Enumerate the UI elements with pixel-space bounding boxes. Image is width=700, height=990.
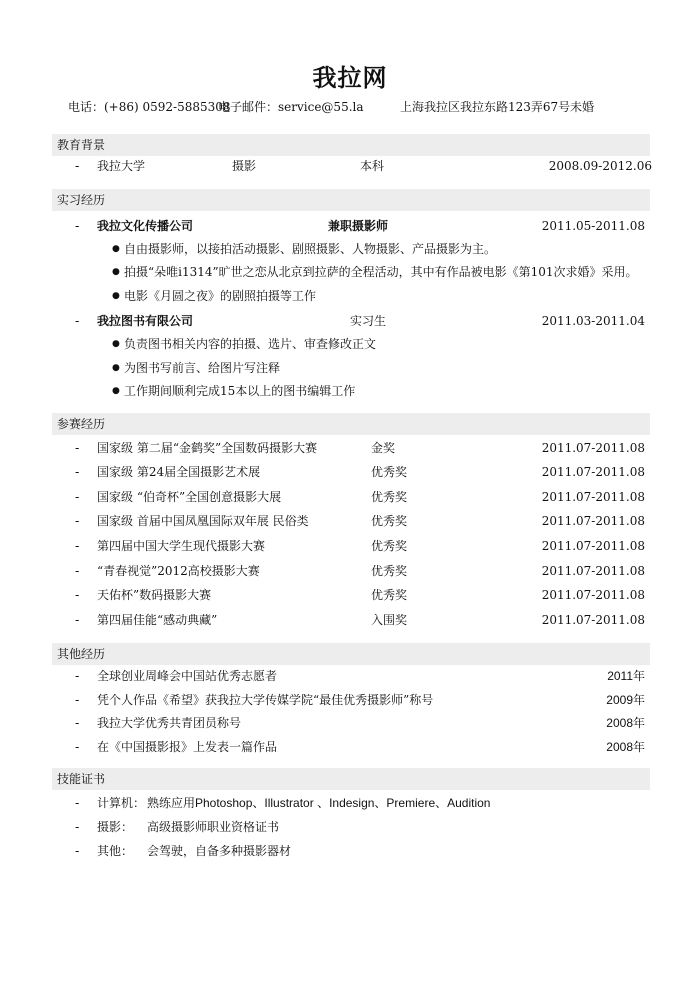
other-text: 我拉大学优秀共青团员称号 <box>97 716 242 730</box>
competition-award: 优秀奖 <box>371 490 408 504</box>
competition-name: “青春视觉”2012高校摄影大赛 <box>97 564 260 578</box>
other-row <box>0 713 700 733</box>
job-bullet <box>112 262 638 282</box>
education-date: 2008.09-2012.06 <box>548 159 652 173</box>
competition-name: 国家级 第二届“金鹤奖”全国数码摄影大赛 <box>97 441 318 455</box>
competition-date: 2011.07-2011.08 <box>541 539 645 553</box>
contact-phone: 电话：(+86) 0592-5885308 <box>68 100 231 114</box>
other-text: 在《中国摄影报》上发表一篇作品 <box>97 740 278 754</box>
skill-row <box>0 841 700 861</box>
competition-name: 国家级 首届中国凤凰国际双年展 民俗类 <box>97 514 309 528</box>
resume-name: 我拉网 <box>312 64 388 92</box>
competition-row <box>0 438 700 458</box>
bullet-text: 电影《月圆之夜》的剧照拍摄等工作 <box>124 289 317 303</box>
competition-award: 优秀奖 <box>371 514 408 528</box>
company-name: 我拉图书有限公司 <box>97 314 194 328</box>
competition-row <box>0 462 700 482</box>
competition-row <box>0 511 700 531</box>
competition-date: 2011.07-2011.08 <box>541 588 645 602</box>
job-bullet <box>112 334 376 354</box>
job-row <box>0 216 700 236</box>
section-internship-header: 实习经历 <box>52 189 650 211</box>
competition-row <box>0 536 700 556</box>
competition-row <box>0 610 700 630</box>
skill-label: 其他： <box>97 844 134 858</box>
other-year: 2008年 <box>606 716 645 730</box>
job-role: 兼职摄影师 <box>328 219 389 233</box>
skill-row <box>0 817 700 837</box>
list-dash: - <box>75 159 80 173</box>
bullet-dot-icon: ● <box>112 339 120 349</box>
competition-award: 优秀奖 <box>371 588 408 602</box>
competition-name: 国家级 “伯奇杯”全国创意摄影大展 <box>97 490 282 504</box>
list-dash: - <box>75 820 80 834</box>
skill-label: 计算机： <box>97 796 146 810</box>
competition-date: 2011.07-2011.08 <box>541 441 645 455</box>
other-year: 2008年 <box>606 740 645 754</box>
job-bullet <box>112 381 355 401</box>
competition-date: 2011.07-2011.08 <box>541 613 645 627</box>
skill-value: 会驾驶，自备多种摄影器材 <box>147 844 292 858</box>
section-competitions-header: 参赛经历 <box>52 413 650 435</box>
job-role: 实习生 <box>350 314 387 328</box>
other-year: 2009年 <box>606 693 645 707</box>
competition-name: 天佑杯”数码摄影大赛 <box>97 588 212 602</box>
list-dash: - <box>75 564 80 578</box>
list-dash: - <box>75 219 80 233</box>
list-dash: - <box>75 613 80 627</box>
job-row <box>0 311 700 331</box>
job-date: 2011.05-2011.08 <box>541 219 645 233</box>
list-dash: - <box>75 844 80 858</box>
skill-row <box>0 793 700 813</box>
skill-value: 熟练应用Photoshop、Illustrator 、Indesign、Premiere、Audition <box>147 796 491 810</box>
school-name: 我拉大学 <box>97 159 146 173</box>
list-dash: - <box>75 514 80 528</box>
marital-status: 未婚 <box>570 100 595 114</box>
competition-row <box>0 487 700 507</box>
competition-date: 2011.07-2011.08 <box>541 490 645 504</box>
list-dash: - <box>75 693 80 707</box>
major: 摄影 <box>232 159 257 173</box>
job-bullet <box>112 286 316 306</box>
education-item <box>0 156 700 176</box>
other-year: 2011年 <box>607 669 645 683</box>
competition-name: 第四届佳能“感动典藏” <box>97 613 218 627</box>
list-dash: - <box>75 441 80 455</box>
list-dash: - <box>75 716 80 730</box>
bullet-text: 为图书写前言、给图片写注释 <box>124 361 281 375</box>
skill-label: 摄影： <box>97 820 134 834</box>
list-dash: - <box>75 740 80 754</box>
bullet-dot-icon: ● <box>112 244 120 254</box>
competition-date: 2011.07-2011.08 <box>541 465 645 479</box>
degree: 本科 <box>360 159 385 173</box>
bullet-dot-icon: ● <box>112 386 120 396</box>
list-dash: - <box>75 490 80 504</box>
competition-name: 第四届中国大学生现代摄影大赛 <box>97 539 266 553</box>
bullet-text: 工作期间顺利完成15本以上的图书编辑工作 <box>124 384 356 398</box>
other-row <box>0 690 700 710</box>
section-skills-header: 技能证书 <box>52 768 650 790</box>
competition-date: 2011.07-2011.08 <box>541 514 645 528</box>
competition-date: 2011.07-2011.08 <box>541 564 645 578</box>
other-text: 全球创业周峰会中国站优秀志愿者 <box>97 669 278 683</box>
competition-row <box>0 561 700 581</box>
bullet-dot-icon: ● <box>112 363 120 373</box>
section-other-header: 其他经历 <box>52 643 650 665</box>
competition-row <box>0 585 700 605</box>
list-dash: - <box>75 314 80 328</box>
bullet-text: 自由摄影师，以接拍活动摄影、剧照摄影、人物摄影、产品摄影为主。 <box>124 242 497 256</box>
skill-value: 高级摄影师职业资格证书 <box>147 820 280 834</box>
competition-award: 入围奖 <box>371 613 408 627</box>
competition-award: 优秀奖 <box>371 465 408 479</box>
competition-award: 优秀奖 <box>371 539 408 553</box>
competition-award: 金奖 <box>371 441 396 455</box>
other-row <box>0 737 700 757</box>
list-dash: - <box>75 588 80 602</box>
section-education-header: 教育背景 <box>52 134 650 156</box>
job-bullet <box>112 358 280 378</box>
job-date: 2011.03-2011.04 <box>541 314 645 328</box>
list-dash: - <box>75 796 80 810</box>
contact-address: 上海我拉区我拉东路123弄67号 <box>400 100 571 114</box>
bullet-dot-icon: ● <box>112 291 120 301</box>
other-row <box>0 666 700 686</box>
list-dash: - <box>75 669 80 683</box>
list-dash: - <box>75 539 80 553</box>
competition-award: 优秀奖 <box>371 564 408 578</box>
competition-name: 国家级 第24届全国摄影艺术展 <box>97 465 261 479</box>
job-bullet <box>112 239 496 259</box>
bullet-text: 拍摄“朵唯i1314”旷世之恋从北京到拉萨的全程活动，其中有作品被电影《第101次求婚》采用。 <box>124 265 638 279</box>
bullet-dot-icon: ● <box>112 267 120 277</box>
bullet-text: 负责图书相关内容的拍摄、选片、审查修改正文 <box>124 337 377 351</box>
contact-email: 电子邮件：service@55.la <box>218 100 364 114</box>
list-dash: - <box>75 465 80 479</box>
other-text: 凭个人作品《希望》获我拉大学传媒学院“最佳优秀摄影师”称号 <box>97 693 434 707</box>
company-name: 我拉文化传播公司 <box>97 219 194 233</box>
